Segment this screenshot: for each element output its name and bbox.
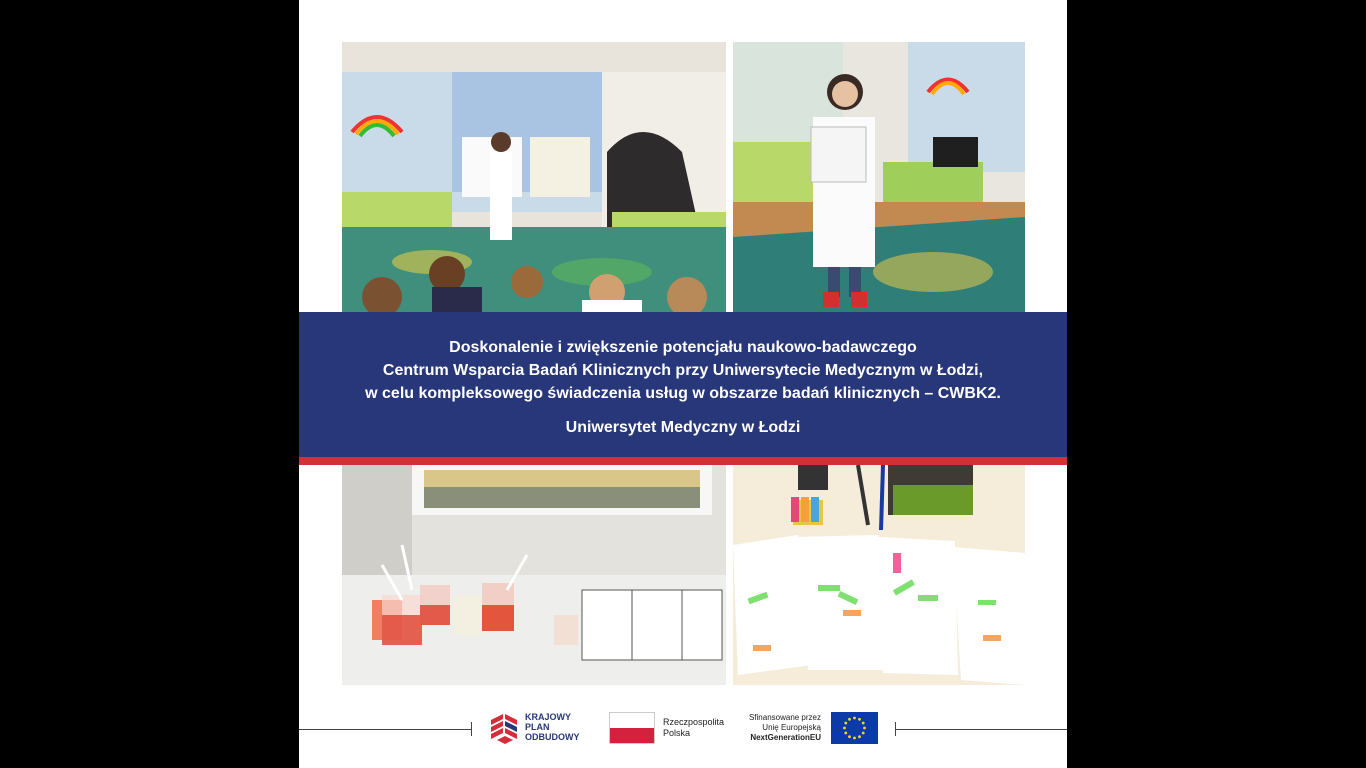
eu-funding-logo: [739, 712, 879, 746]
footer-divider-right-tick: [895, 722, 896, 736]
footer-divider-left: [299, 729, 471, 730]
announcement-card: [299, 0, 1067, 768]
eu-line-1: Sfinansowane przez: [748, 713, 821, 722]
kpo-line-2: PLAN: [525, 722, 550, 732]
banner-title-line-3: w celu kompleksowego świadczenia usług w obszarze badań klinicznych – CWBK2.: [365, 385, 1001, 402]
poland-flag-icon: [609, 712, 655, 744]
footer-divider-left-tick: [471, 722, 472, 736]
funding-logos-footer: [299, 700, 1067, 760]
banner-title-line-1: Doskonalenie i zwiększenie potencjału naukowo-badawczego: [449, 339, 917, 356]
banner-title-line-2: Centrum Wsparcia Badań Klinicznych przy Uniwersytecie Medycznym w Łodzi,: [382, 362, 984, 379]
banner-organization: Uniwersytet Medyczny w Łodzi: [565, 419, 801, 436]
eu-flag-icon: [831, 712, 878, 744]
classroom-presentation-photo: [342, 42, 726, 312]
kpo-line-1: KRAJOWY: [525, 712, 572, 722]
poland-line-2: Polska: [663, 728, 691, 738]
footer-divider-right: [895, 729, 1067, 730]
windowsill-samples-photo: [342, 465, 726, 685]
poland-logo: [609, 712, 729, 746]
banner-red-stripe: [299, 457, 1067, 465]
kpo-logo: [489, 712, 599, 746]
presenter-with-sheet-photo: [733, 42, 1025, 312]
kpo-emblem-icon: [489, 712, 521, 746]
kpo-line-3: ODBUDOWY: [525, 732, 580, 742]
project-title-banner: [299, 312, 1067, 457]
eu-line-2: Unię Europejską: [762, 723, 821, 732]
eu-line-3: NextGenerationEU: [750, 733, 821, 742]
poland-line-1: Rzeczpospolita: [663, 717, 725, 727]
worksheets-table-photo: [733, 465, 1025, 685]
